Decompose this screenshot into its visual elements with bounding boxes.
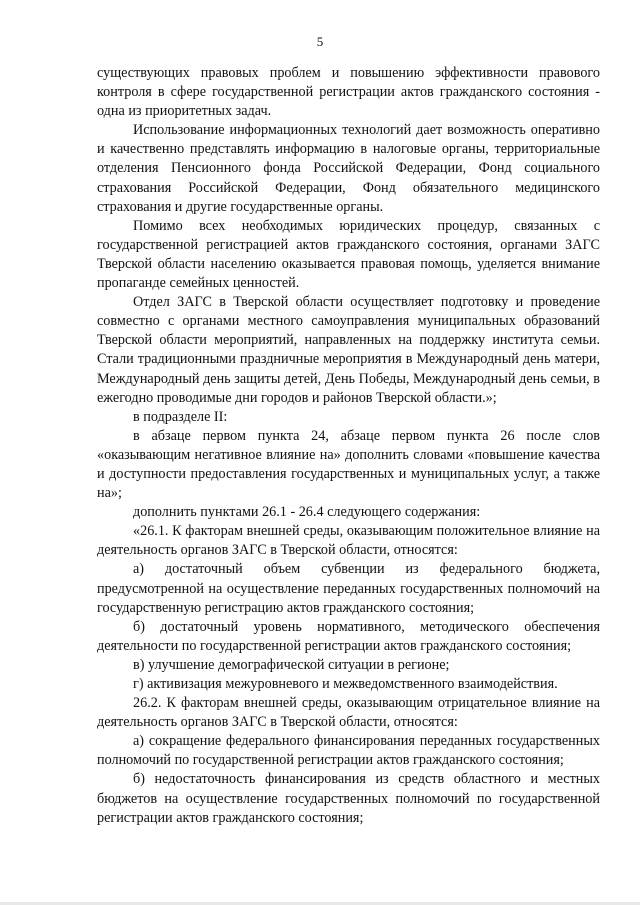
paragraph: в абзаце первом пункта 24, абзаце первом пункта 26 после слов «оказывающим негативное влияние на» дополнить словами «повышение качества и доступности предоставления государственных и муниципальных услуг, а также на»; (97, 427, 600, 502)
paragraph: дополнить пунктами 26.1 - 26.4 следующего содержания: (133, 504, 481, 521)
paragraph: г) активизация межуровневого и межведомственного взаимодействия. (133, 676, 558, 692)
paragraph: б) недостаточность финансирования из средств областного и местных бюджетов на осуществление государственных полномочий по государственной регистрации актов гражданского состояния; (97, 771, 600, 826)
paragraph: Отдел ЗАГС в Тверской области осуществляет подготовку и проведение совместно с органами местного самоуправления муниципальных образований Тверской области мероприятий, направленных на поддержку института семьи. Стали традиционными праздничные мероприятия в Международный день матери, Международный день защиты детей, День Победы, Международный день семьи, в ежегодно проводимые дни городов и районов Тверской области.»; (97, 294, 600, 406)
paragraph: существующих правовых проблем и повышению эффективности правового контроля в сфере государственной регистрации актов гражданского состояния - одна из приоритетных задач. (97, 65, 600, 120)
paragraph: а) достаточный объем субвенции из федерального бюджета, предусмотренной на осуществление переданных государственных полномочий на государственную регистрацию актов гражданского состояния; (97, 561, 600, 616)
page-number: 5 (316, 34, 324, 49)
paragraph: а) сокращение федерального финансирования переданных государственных полномочий по государственной регистрации актов гражданского состояния; (97, 733, 600, 769)
document-body (97, 64, 600, 828)
paragraph: «26.1. К факторам внешней среды, оказывающим положительное влияние на деятельность органов ЗАГС в Тверской области, относятся: (97, 523, 600, 559)
paragraph: в) улучшение демографической ситуации в регионе; (133, 656, 450, 673)
paragraph: Помимо всех необходимых юридических процедур, связанных с государственной регистрацией актов гражданского состояния, органами ЗАГС Тверской области населению оказывается правовая помощь, уделяется внимание пропаганде семейных ценностей. (97, 217, 600, 292)
paragraph: в подразделе II: (133, 408, 228, 425)
paragraph: Использование информационных технологий дает возможность оперативно и качественно представлять информацию в налоговые органы, территориальные отделения Пенсионного фонда Российской Федерации, Фонд социального страхования Российской Федерации, Фонд обязательного медицинского страхования и другие государственные органы. (97, 122, 600, 215)
paragraph: 26.2. К факторам внешней среды, оказывающим отрицательное влияние на деятельность органов ЗАГС в Тверской области, относятся: (97, 695, 600, 731)
paragraph: б) достаточный уровень нормативного, методического обеспечения деятельности по государственной регистрации актов гражданского состояния; (97, 618, 600, 654)
